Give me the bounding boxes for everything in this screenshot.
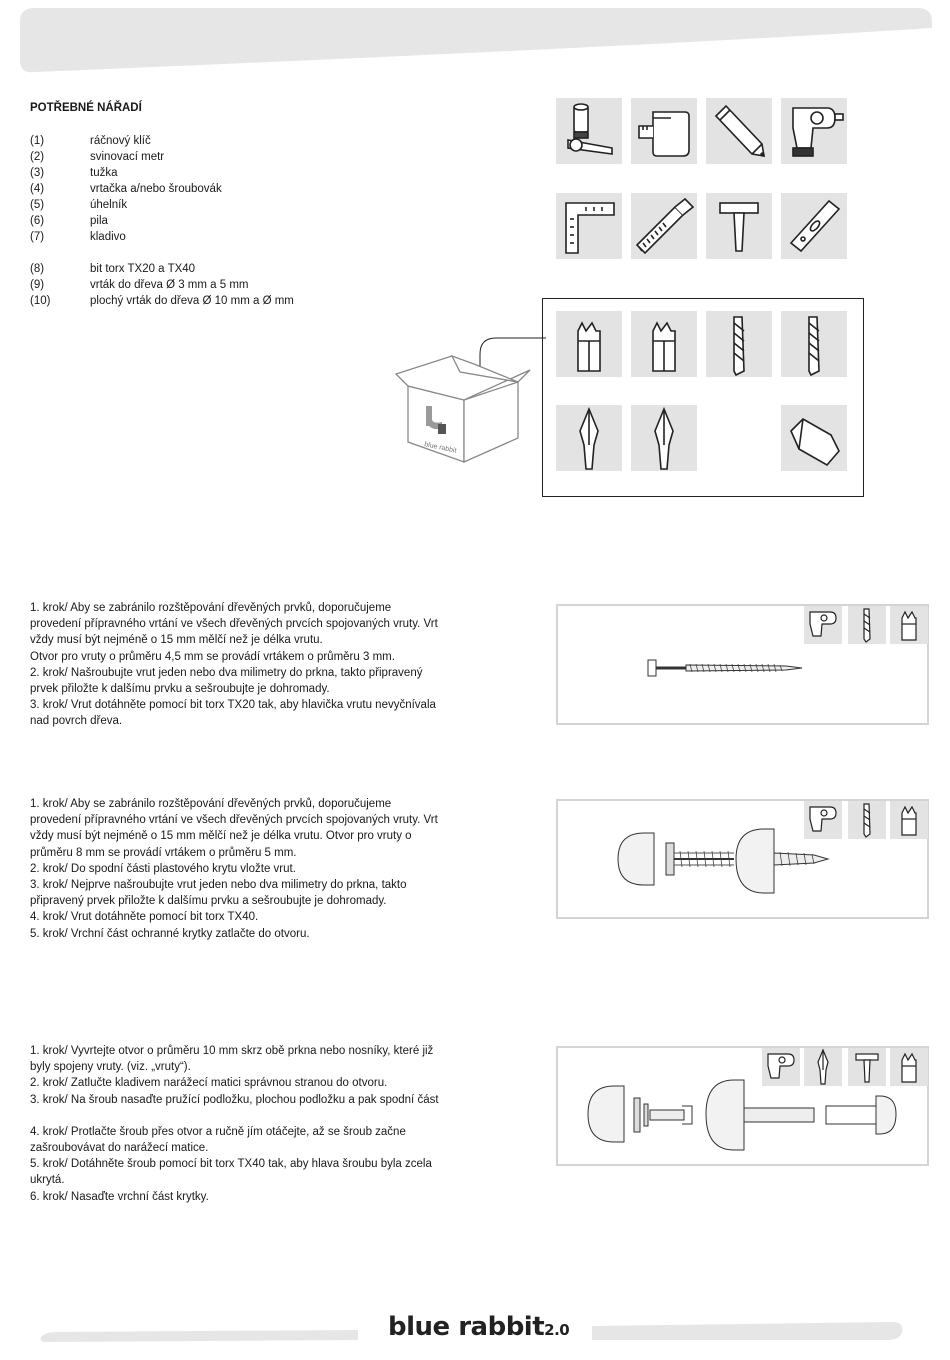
instruction-line: provedení přípravného vrtání ve všech dřevěných prvcích spojovaných vruty. Vrt [30, 618, 438, 631]
bolt-nut-icon [584, 1078, 920, 1158]
hex-nut-icon [781, 405, 847, 471]
cap-screw-icon [614, 823, 834, 903]
drill-bit-icon [848, 606, 886, 644]
drill-bit-icon [848, 801, 886, 839]
flat-bit-icon [631, 405, 697, 471]
instruction-line: Otvor pro vruty o průměru 4,5 mm se provádí vrtákem o průměru 3 mm. [30, 650, 395, 663]
tool-name: úhelník [90, 199, 128, 211]
tool-name: ráčnový klíč [90, 135, 151, 147]
tool-name: vrták do dřeva Ø 3 mm a 5 mm [90, 279, 249, 291]
flat-bit-10mm-icon [556, 405, 622, 471]
instruction-line: 1. krok/ Vyvrtejte otvor o průměru 10 mm skrz obě prkna nebo nosníky, které již [30, 1045, 434, 1057]
tool-number: (4) [30, 183, 45, 195]
torx-bit-tx20-icon [556, 311, 622, 377]
instruction-line: průměru 8 mm se provádí vrtákem o průměru 5 mm. [30, 846, 297, 859]
instruction-block-bolts [30, 1043, 480, 1205]
tool-number: (5) [30, 199, 45, 211]
brand-version: 2.0 [544, 1321, 570, 1339]
square-ruler-icon [556, 193, 622, 259]
instruction-block-screws [30, 600, 480, 730]
header-band [20, 8, 932, 74]
instruction-line: připravený prvek přiložte k dalšímu prvku a sešroubujte je dohromady. [30, 895, 387, 908]
svg-text:blue rabbit: blue rabbit [423, 441, 458, 455]
tool-number: (7) [30, 231, 45, 243]
torx-bit-icon [890, 801, 928, 839]
paragraph-gap [30, 1108, 480, 1124]
instruction-line: prvek přiložte k dalšímu prvku a sešroubujte je dohromady. [30, 683, 330, 696]
instruction-line: 2. krok/ Do spodní části plastového krytu vložte vrut. [30, 862, 296, 875]
tool-name: kladivo [90, 231, 126, 243]
pencil-icon [706, 98, 772, 164]
footer-band-left [38, 1328, 358, 1344]
instruction-line: 3. krok/ Na šroub nasaďte pružící podložku, plochou podložku a pak spodní část [30, 1093, 439, 1106]
instruction-line: vždy musí být nejméně o 15 mm mělčí než je délka vrutu. Otvor pro vruty o [30, 830, 412, 843]
torx-bit-icon [890, 606, 928, 644]
capped-screw-diagram [556, 799, 929, 919]
instruction-line: nad povrch dřeva. [30, 715, 123, 728]
instruction-line: 1. krok/ Aby se zabránilo rozštěpování dřevěných prvků, doporučujeme [30, 798, 392, 810]
screw-diagram [556, 604, 929, 725]
instruction-line: byly spojeny vruty. (viz. „vruty“). [30, 1061, 191, 1074]
tool-number: (6) [30, 215, 45, 227]
instruction-line: 5. krok/ Vrchní část ochranné krytky zatlačte do otvoru. [30, 927, 310, 940]
instruction-line: 3. krok/ Vrut dotáhněte pomocí bit torx TX20 tak, aby hlavička vrutu nevyčnívala [30, 699, 436, 712]
tool-name: tužka [90, 167, 118, 179]
ratchet-wrench-icon [556, 98, 622, 164]
instruction-line: 5. krok/ Dotáhněte šroub pomocí bit torx TX40 tak, aby hlava šroubu byla zcela [30, 1158, 432, 1171]
instruction-line: 1. krok/ Aby se zabránilo rozštěpování dřevěných prvků, doporučujeme [30, 602, 392, 614]
section-title: POTŘEBNÉ NÁŘADÍ [30, 102, 142, 114]
screw-icon [646, 656, 806, 680]
tool-name: pila [90, 215, 108, 227]
tool-number: (10) [30, 295, 51, 307]
torx-bit-tx40-icon [631, 311, 697, 377]
tool-name: plochý vrták do dřeva Ø 10 mm a Ø mm [90, 295, 294, 307]
tape-measure-icon [631, 98, 697, 164]
tool-name: svinovací metr [90, 151, 165, 163]
instruction-line: 6. krok/ Nasaďte vrchní část krytky. [30, 1190, 209, 1203]
instruction-line: 2. krok/ Zatlučte kladivem narážecí matici správnou stranou do otvoru. [30, 1077, 388, 1090]
tool-number: (8) [30, 263, 45, 275]
bolt-diagram [556, 1046, 929, 1166]
tool-name: bit torx TX20 a TX40 [90, 263, 196, 275]
brand-logo [388, 1312, 569, 1342]
instruction-line: vždy musí být nejméně o 15 mm mělčí než je délka vrutu. [30, 634, 323, 647]
tool-number: (1) [30, 135, 45, 147]
drill-icon [804, 606, 842, 644]
instruction-line: 2. krok/ Našroubujte vrut jeden nebo dva milimetry do prkna, takto připravený [30, 666, 423, 679]
instruction-line: 4. krok/ Vrut dotáhněte pomocí bit torx TX40. [30, 911, 259, 924]
wood-drill-bit-5mm-icon [781, 311, 847, 377]
box-icon [394, 352, 534, 464]
instruction-line: ukrytá. [30, 1174, 65, 1187]
hammer-icon [706, 193, 772, 259]
instruction-line: 3. krok/ Nejprve našroubujte vrut jeden nebo dva milimetry do prkna, takto [30, 879, 407, 892]
tool-name: vrtačka a/nebo šroubovák [90, 183, 222, 195]
instruction-block-capped-screws [30, 796, 480, 942]
wood-drill-bit-3mm-icon [706, 311, 772, 377]
tool-number: (9) [30, 279, 45, 291]
tool-number: (3) [30, 167, 45, 179]
level-icon [781, 193, 847, 259]
brand-name: blue rabbit [388, 1312, 545, 1342]
instruction-line: provedení přípravného vrtání ve všech dřevěných prvcích spojovaných vruty. Vrt [30, 814, 438, 827]
tool-number: (2) [30, 151, 45, 163]
saw-icon [631, 193, 697, 259]
instruction-line: 4. krok/ Protlačte šroub přes otvor a ručně jím otáčejte, až se šroub začne [30, 1125, 406, 1138]
instruction-line: zašroubovávat do narážecí matice. [30, 1142, 209, 1155]
drill-icon [781, 98, 847, 164]
footer-band-right [592, 1322, 904, 1342]
